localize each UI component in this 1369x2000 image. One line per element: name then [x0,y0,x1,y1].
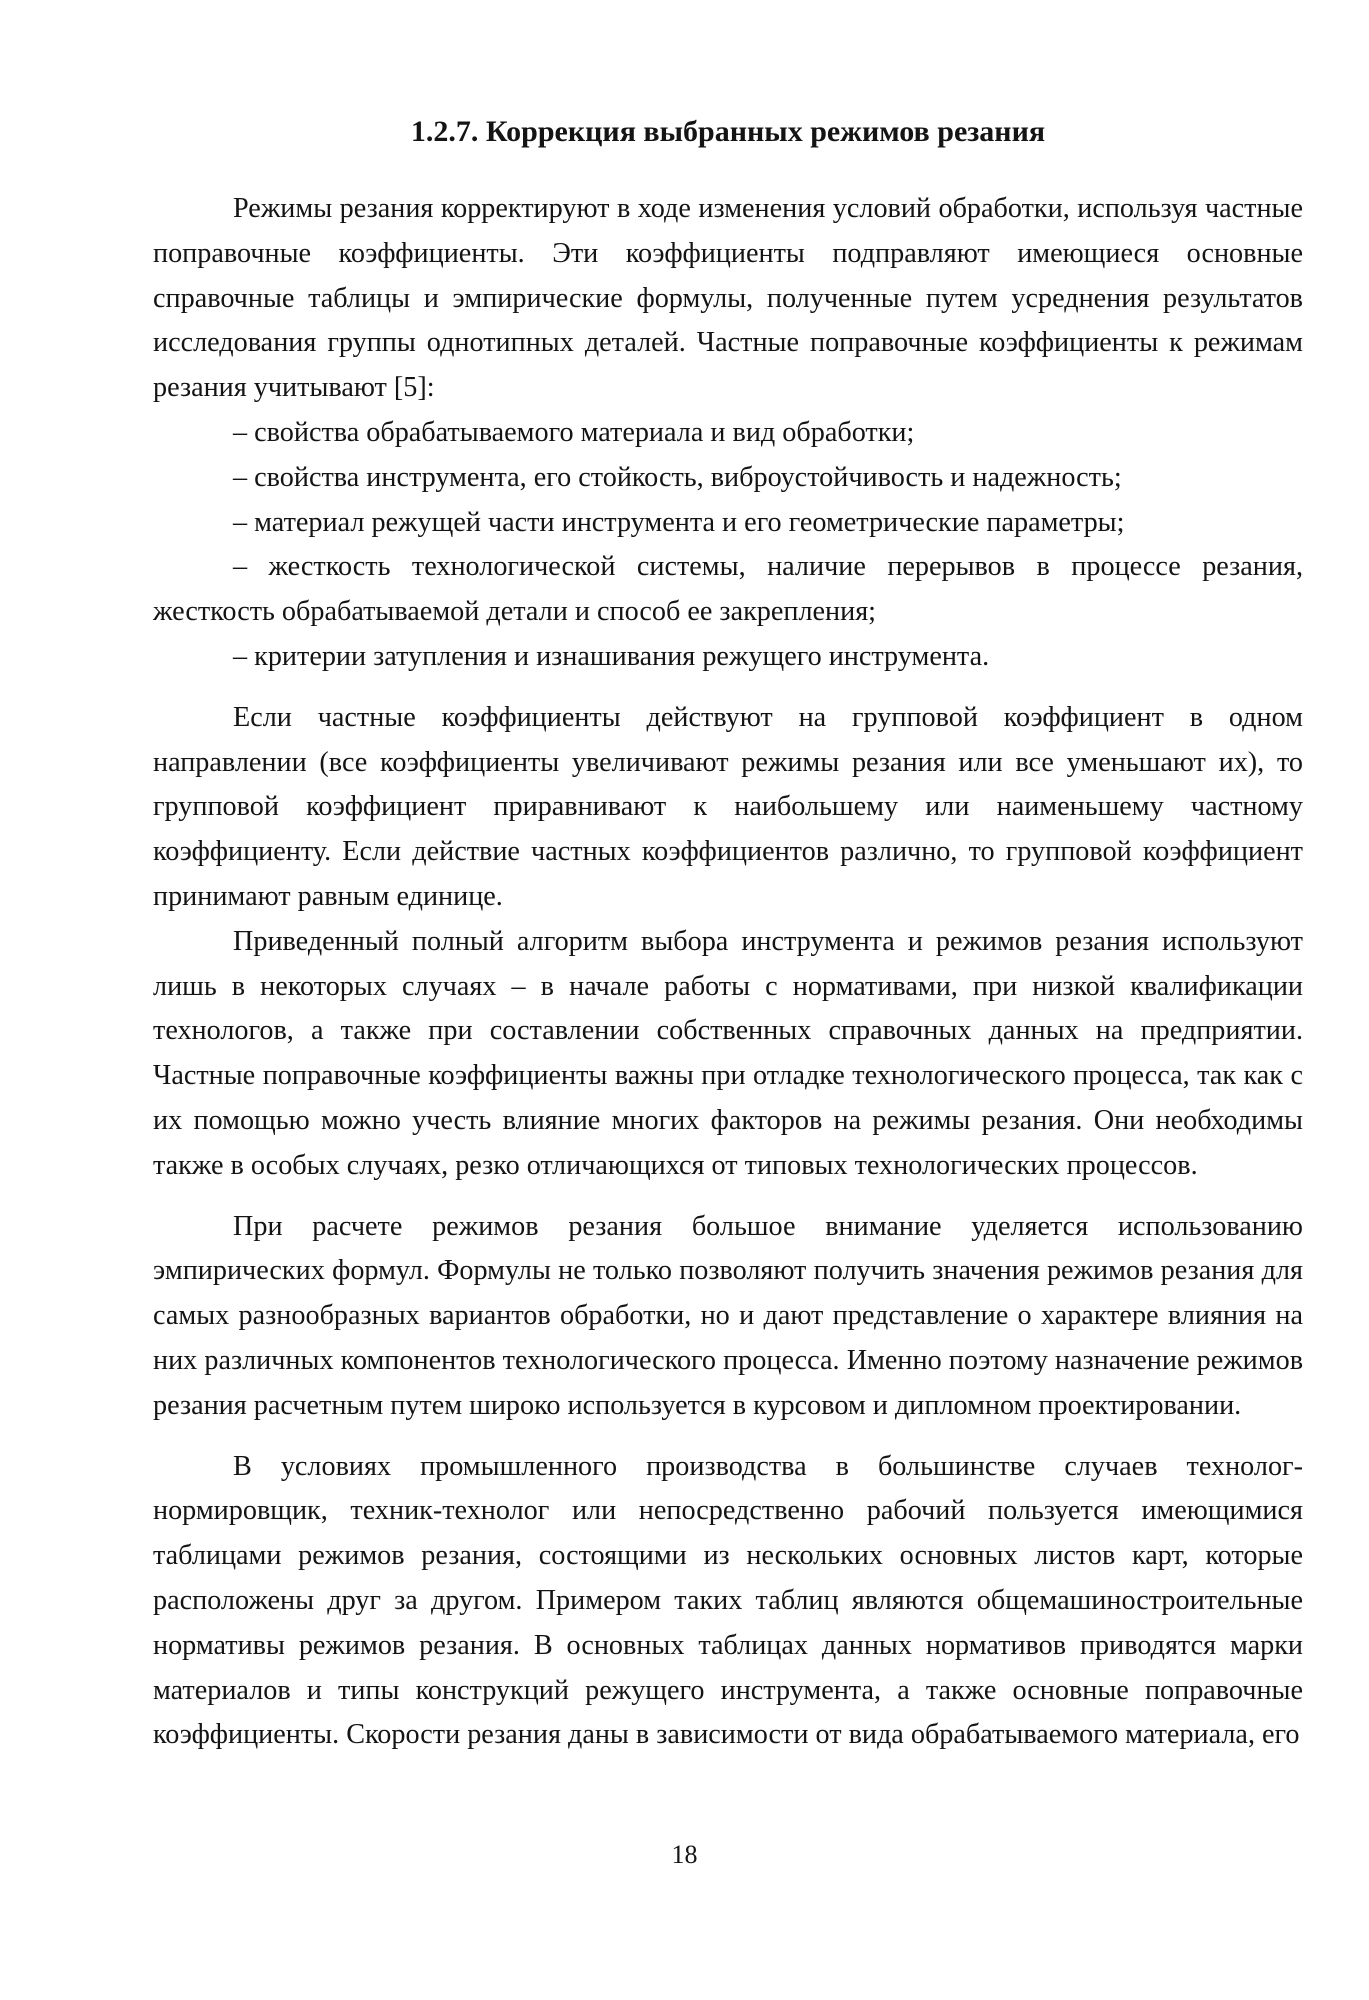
text-block [153,110,1303,1758]
section-heading: 1.2.7. Коррекция выбранных режимов резания [410,115,1046,148]
intro-paragraph: Режимы резания корректируют в ходе изменения условий обработки, используя частные поправочные коэффициенты. Эти коэффициенты подправляют имеющиеся основные справочные таблицы и эмпирические формулы, полученные путем усреднения результатов исследования группы однотипных деталей. Частные поправочные коэффициенты к режимам резания учитывают [5]: [153,193,1303,404]
factor-item: – материал режущей части инструмента и его геометрические параметры; [233,506,1125,538]
page-number: 18 [671,1840,698,1869]
factor-item: – свойства обрабатываемого материала и вид обработки; [233,416,915,448]
factors-list [153,411,1303,680]
factor-item: – критерии затупления и изнашивания режущего инструмента. [233,640,990,672]
body-paragraph: В условиях промышленного производства в большинстве случаев технолог-нормировщик, техник-технолог или непосредственно рабочий пользуется имеющимися таблицами режимов резания, состоящими из нескольких основных листов карт, которые расположены друг за другом. Примером таких таблиц являются общемашиностроительные нормативы режимов резания. В основных таблицах данных нормативов приводятся марки материалов и типы конструкций режущего инструмента, а также основные поправочные коэффициенты. Скорости резания даны в зависимости от вида обрабатываемого материала, его [153,1450,1303,1751]
factor-item: – свойства инструмента, его стойкость, виброустойчивость и надежность; [233,461,1122,493]
factor-item: – жесткость технологической системы, наличие перерывов в процессе резания, жесткость обрабатываемой детали и способ ее закрепления; [153,551,1303,628]
body-paragraph: Если частные коэффициенты действуют на групповой коэффициент в одном направлении (все коэффициенты увеличивают режимы резания или все уменьшают их), то групповой коэффициент приравнивают к наибольшему или наименьшему частному коэффициенту. Если действие частных коэффициентов различно, то групповой коэффициент принимают равным единице. [153,701,1303,912]
body-paragraph: При расчете режимов резания большое внимание уделяется использованию эмпирических формул. Формулы не только позволяют получить значения режимов резания для самых разнообразных вариантов обработки, но и дают представление о характере влияния на них различных компонентов технологического процесса. Именно поэтому назначение режимов резания расчетным путем широко используется в курсовом и дипломном проектировании. [153,1210,1303,1421]
body-paragraph: Приведенный полный алгоритм выбора инструмента и режимов резания используют лишь в некоторых случаях – в начале работы с нормативами, при низкой квалификации технологов, а также при составлении собственных справочных данных на предприятии. Частные поправочные коэффициенты важны при отладке технологического процесса, так как с их помощью можно учесть влияние многих факторов на режимы резания. Они необходимы также в особых случаях, резко отличающихся от типовых технологических процессов. [153,925,1303,1181]
